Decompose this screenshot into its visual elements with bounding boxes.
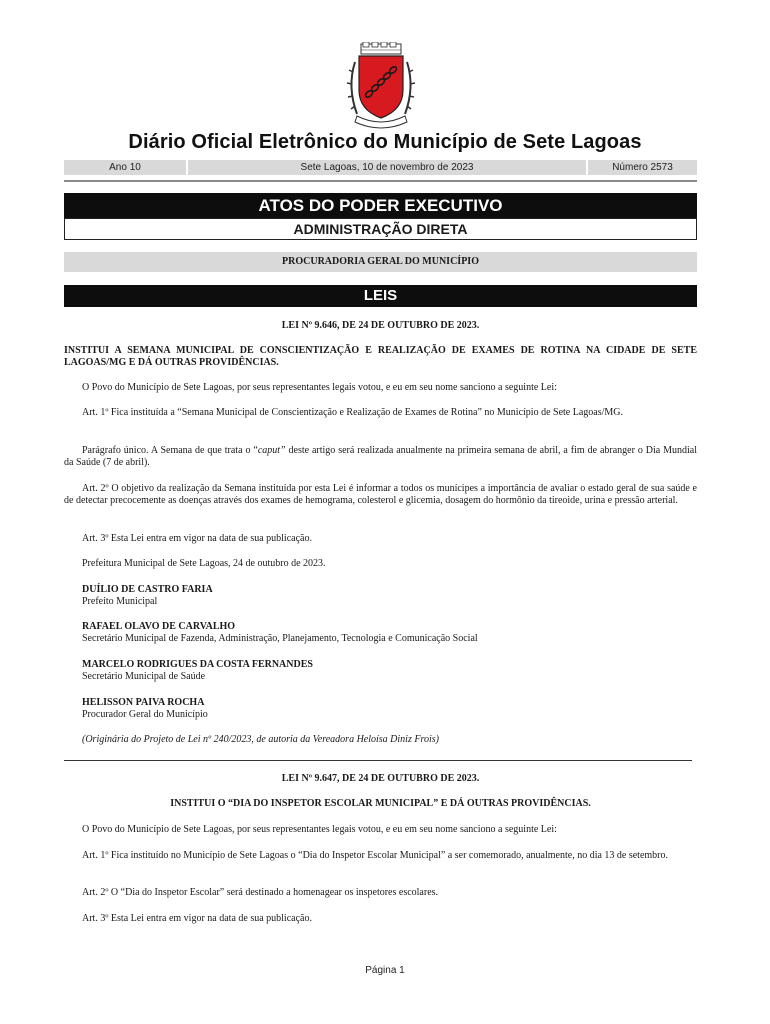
section-direct-administration: ADMINISTRAÇÃO DIRETA [64,218,697,240]
signatory-block [82,697,208,721]
issue-number: Número 2573 [588,160,697,175]
header-divider [64,180,697,182]
signatory-name: MARCELO RODRIGUES DA COSTA FERNANDES [82,659,313,670]
law1-title: LEI Nº 9.646, DE 24 DE OUTUBRO DE 2023. [281,320,480,331]
law2-summary: INSTITUI O “DIA DO INSPETOR ESCOLAR MUNICIPAL” E DÁ OUTRAS PROVIDÊNCIAS. [170,798,591,809]
law1-sole-paragraph [64,445,697,469]
issue-date: Sete Lagoas, 10 de novembro de 2023 [188,160,586,175]
signatory-role: Secretário Municipal de Fazenda, Administração, Planejamento, Tecnologia e Comunicação Social [82,633,478,644]
law1-article-3: Art. 3º Esta Lei entra em vigor na data de sua publicação. [82,533,312,544]
law1-preamble: O Povo do Município de Sete Lagoas, por seus representantes legais votou, e eu em seu nome sanciono a seguinte Lei: [82,382,557,393]
signatory-name: DUÍLIO DE CASTRO FARIA [82,584,213,595]
law1-paragraph-caput: caput” [257,445,286,456]
issue-info-bar [64,160,697,175]
law2-article-1: Art. 1º Fica instituído no Município de Sete Lagoas o “Dia do Inspetor Escolar Municipal” a ser comemorado, anualmente, no dia 13 de setembro. [82,850,669,861]
signatory-block [82,659,313,683]
law1-article-1: Art. 1º Fica instituída a “Semana Municipal de Conscientização e Realização de Exames de Rotina” no Município de Sete Lagoas/MG. [82,407,623,418]
law1-summary: INSTITUI A SEMANA MUNICIPAL DE CONSCIENTIZAÇÃO E REALIZAÇÃO DE EXAMES DE ROTINA NA CIDADE DE SETE LAGOAS/MG E DÁ OUTRAS PROVIDÊNCIAS. [64,345,697,368]
law2-preamble: O Povo do Município de Sete Lagoas, por seus representantes legais votou, e eu em seu nome sanciono a seguinte Lei: [82,824,557,835]
law2-title: LEI Nº 9.647, DE 24 DE OUTUBRO DE 2023. [281,773,480,784]
section-executive-acts: ATOS DO PODER EXECUTIVO [64,193,697,218]
law2-article-2: Art. 2º O “Dia do Inspetor Escolar” será destinado a homenagear os inspetores escolares. [82,887,439,898]
coat-of-arms-logo [345,42,417,132]
page-number: Página 1 [365,965,405,976]
law1-article-2: Art. 2º O objetivo da realização da Semana instituída por esta Lei é informar a todos os munícipes a importância de avaliar o estado geral de sua saúde e de detectar precocemente as doenças através dos exames de hemograma, colesterol e glicemia, dosagem do hormônio da tireoide, urina e pressão arterial. [64,483,697,506]
law1-paragraph-start: Parágrafo único. A Semana de que trata o “ [82,445,258,456]
section-attorney-general-office: PROCURADORIA GERAL DO MUNICÍPIO [64,252,697,272]
issue-year: Ano 10 [64,160,186,175]
law2-article-3: Art. 3º Esta Lei entra em vigor na data de sua publicação. [82,913,312,924]
law1-paragraph-end: deste artigo será realizada anualmente na primeira semana de abril, a fim de abranger o Dia Mundial da Saúde (7 de abril). [64,445,698,468]
signatory-role: Procurador Geral do Município [82,709,208,720]
signatory-block [82,621,478,645]
signatory-role: Secretário Municipal de Saúde [82,671,206,682]
signatory-name: RAFAEL OLAVO DE CARVALHO [82,621,236,632]
signatory-block [82,584,213,608]
law1-origin-note: (Originária do Projeto de Lei nº 240/2023, de autoria da Vereadora Heloísa Diniz Frois) [82,734,439,745]
law1-place-date: Prefeitura Municipal de Sete Lagoas, 24 de outubro de 2023. [82,558,326,569]
law-divider [64,760,692,761]
journal-title: Diário Oficial Eletrônico do Município de Sete Lagoas [128,131,642,153]
signatory-name: HELISSON PAIVA ROCHA [82,697,205,708]
section-laws: LEIS [64,285,697,307]
signatory-role: Prefeito Municipal [82,596,158,607]
